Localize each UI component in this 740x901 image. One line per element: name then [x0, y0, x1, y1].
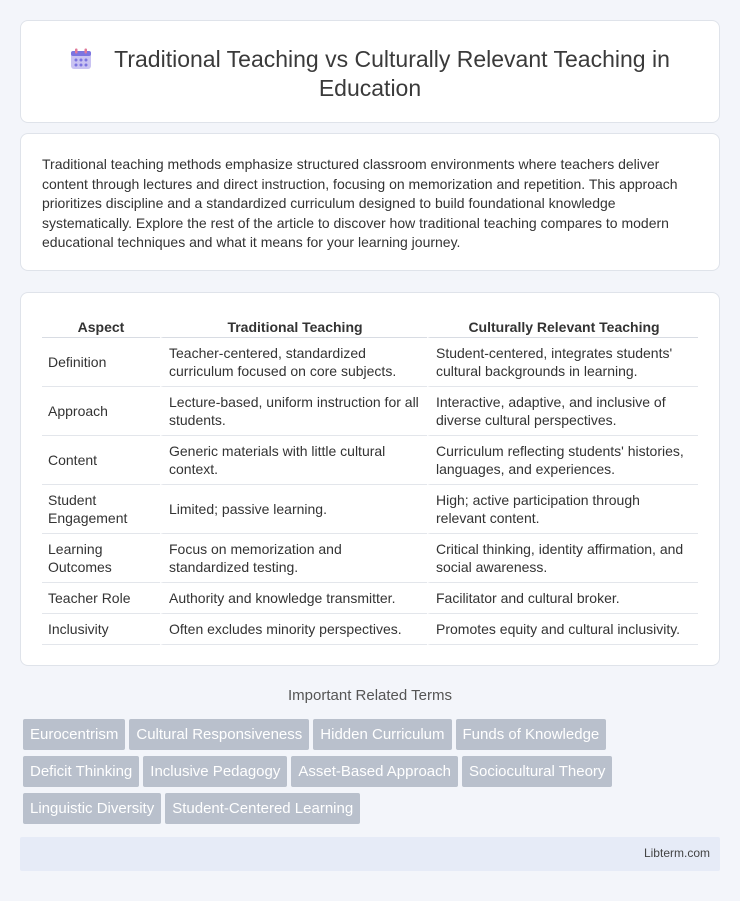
cell-traditional: Authority and knowledge transmitter. — [160, 583, 427, 614]
cell-traditional: Often excludes minority perspectives. — [160, 614, 427, 645]
table-row — [42, 614, 698, 645]
intro-paragraph: Traditional teaching methods emphasize structured classroom environments where teachers deliver content through lectures and direct instruction, focusing on memorization and repetition. This approach prioritizes discipline and a standardized curriculum designed to build foundational knowledge systematically. Explore the rest of the article to discover how traditional teaching compares to modern educational techniques and what it means for your learning journey. — [42, 156, 678, 250]
cell-aspect: Approach — [42, 387, 160, 436]
cell-aspect: Learning Outcomes — [42, 534, 160, 583]
related-term-tag[interactable]: Hidden Curriculum — [313, 719, 451, 750]
cell-culturally-relevant: Facilitator and cultural broker. — [427, 583, 698, 614]
calendar-grid-icon — [70, 48, 92, 70]
related-term-tag[interactable]: Deficit Thinking — [23, 756, 139, 787]
related-terms-heading: Important Related Terms — [288, 687, 452, 704]
cell-culturally-relevant: Promotes equity and cultural inclusivity. — [427, 614, 698, 645]
header-culturally-relevant: Culturally Relevant Teaching — [427, 315, 698, 338]
cell-culturally-relevant: High; active participation through relevant content. — [427, 485, 698, 534]
related-terms-list — [23, 719, 683, 830]
table-row — [42, 485, 698, 534]
related-term-tag[interactable]: Inclusive Pedagogy — [143, 756, 287, 787]
footer — [20, 837, 720, 871]
footer-brand-link[interactable]: Libterm.com — [643, 846, 710, 860]
cell-aspect: Student Engagement — [42, 485, 160, 534]
page-title-text: Traditional Teaching vs Culturally Relevant Teaching in Education — [114, 46, 670, 101]
table-row — [42, 583, 698, 614]
table-row — [42, 338, 698, 387]
cell-aspect: Teacher Role — [42, 583, 160, 614]
related-terms-row — [23, 756, 683, 793]
cell-traditional: Generic materials with little cultural context. — [160, 436, 427, 485]
related-term-tag[interactable]: Student-Centered Learning — [165, 793, 360, 824]
table-row — [42, 534, 698, 583]
comparison-table-card — [20, 292, 720, 666]
title-card — [20, 20, 720, 123]
cell-culturally-relevant: Interactive, adaptive, and inclusive of diverse cultural perspectives. — [427, 387, 698, 436]
intro-card — [20, 133, 720, 271]
related-term-tag[interactable]: Asset-Based Approach — [291, 756, 458, 787]
header-traditional: Traditional Teaching — [160, 315, 427, 338]
cell-aspect: Content — [42, 436, 160, 485]
cell-culturally-relevant: Critical thinking, identity affirmation, and social awareness. — [427, 534, 698, 583]
cell-culturally-relevant: Student-centered, integrates students' cultural backgrounds in learning. — [427, 338, 698, 387]
related-terms-row — [23, 793, 683, 830]
header-aspect: Aspect — [42, 315, 160, 338]
cell-traditional: Limited; passive learning. — [160, 485, 427, 534]
table-row — [42, 387, 698, 436]
related-term-tag[interactable]: Sociocultural Theory — [462, 756, 612, 787]
cell-traditional: Teacher-centered, standardized curriculum focused on core subjects. — [160, 338, 427, 387]
table-row — [42, 436, 698, 485]
related-term-tag[interactable]: Eurocentrism — [23, 719, 125, 750]
related-terms-row — [23, 719, 683, 756]
related-term-tag[interactable]: Cultural Responsiveness — [129, 719, 309, 750]
cell-culturally-relevant: Curriculum reflecting students' histories, languages, and experiences. — [427, 436, 698, 485]
related-term-tag[interactable]: Funds of Knowledge — [456, 719, 607, 750]
related-term-tag[interactable]: Linguistic Diversity — [23, 793, 161, 824]
table-header-row — [42, 315, 698, 338]
page-title — [21, 45, 719, 103]
cell-aspect: Inclusivity — [42, 614, 160, 645]
cell-traditional: Lecture-based, uniform instruction for all students. — [160, 387, 427, 436]
comparison-table — [42, 315, 698, 645]
cell-traditional: Focus on memorization and standardized testing. — [160, 534, 427, 583]
cell-aspect: Definition — [42, 338, 160, 387]
